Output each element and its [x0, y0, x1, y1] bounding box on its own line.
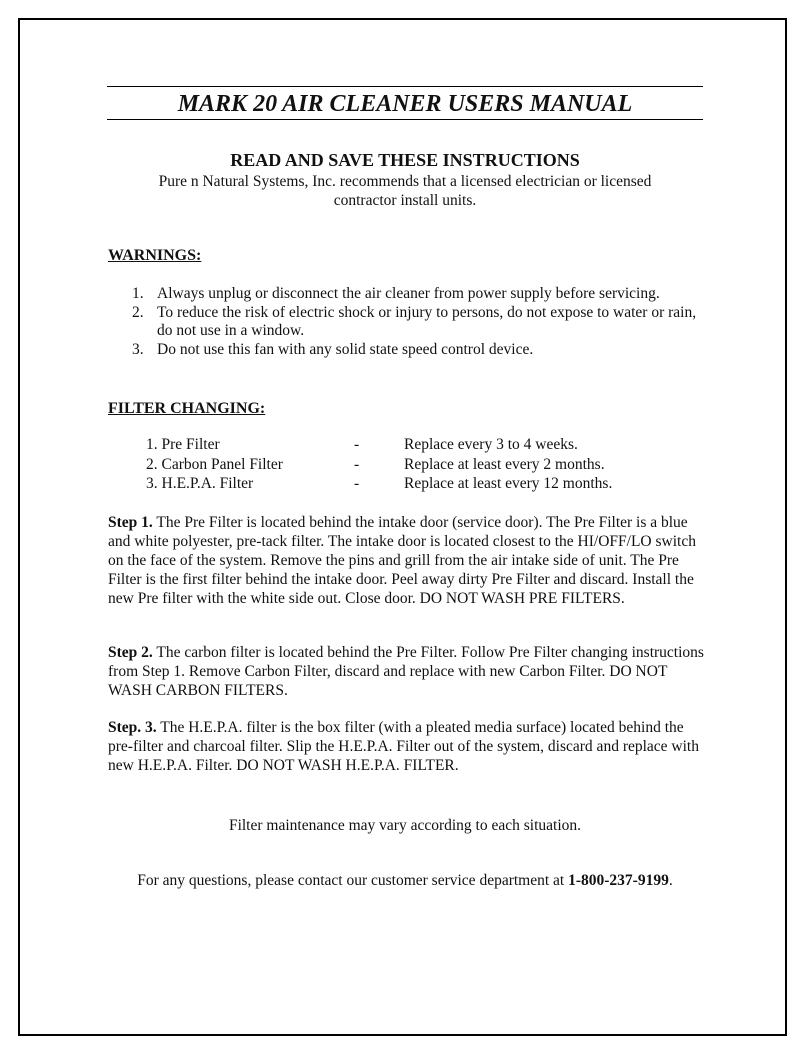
manual-page: [18, 18, 787, 1036]
step-label: Step 1.: [108, 514, 153, 531]
phone-number: 1-800-237-9199: [568, 872, 669, 889]
page-title: MARK 20 AIR CLEANER USERS MANUAL: [177, 91, 633, 117]
list-item: 1. Always unplug or disconnect the air cleaner from power supply before servicing.: [132, 285, 660, 302]
maintenance-note: Filter maintenance may vary according to each situation.: [228, 817, 582, 834]
step-label: Step. 3.: [108, 719, 157, 736]
step-1-paragraph: Step 1. The Pre Filter is located behind the intake door (service door). The Pre Filter is a blue and white polyester, pre-tack filter. The intake door is located closest to the HI/OFF/LO switch on the face of the system. Remove the pins and grill from the air intake side of unit. The Pre Filter is the first filter behind the intake door. Peel away dirty Pre Filter and discard. Install the new Pre filter with the white side out. Close door. DO NOT WASH PRE FILTERS.: [108, 514, 696, 607]
table-row: 1. Pre Filter - Replace every 3 to 4 weeks.: [146, 436, 578, 453]
warnings-heading: WARNINGS:: [108, 247, 202, 264]
installer-note: Pure n Natural Systems, Inc. recommends that a licensed electrician or licensed contractor install units.: [158, 173, 652, 209]
warnings-list: [108, 285, 704, 359]
title-top-rule: [107, 86, 703, 87]
step-2-paragraph: Step 2. The carbon filter is located behind the Pre Filter. Follow Pre Filter changing instructions from Step 1. Remove Carbon Filter, discard and replace with new Carbon Filter. DO NOT WASH CARBON FILTERS.: [108, 644, 704, 699]
table-row: 3. H.E.P.A. Filter - Replace at least every 12 months.: [146, 475, 613, 492]
list-item: 2. To reduce the risk of electric shock or injury to persons, do not expose to water or rain, do not use in a window.: [132, 303, 697, 339]
filter-schedule-table: [146, 435, 706, 494]
contact-line: For any questions, please contact our customer service department at 1-800-237-9199.: [137, 872, 673, 889]
filter-changing-heading: FILTER CHANGING:: [108, 400, 266, 417]
step-3-paragraph: Step. 3. The H.E.P.A. filter is the box filter (with a pleated media surface) located behind the pre-filter and charcoal filter. Slip the H.E.P.A. Filter out of the system, discard and replace with new H.E.P.A. Filter. DO NOT WASH H.E.P.A. FILTER.: [108, 719, 699, 774]
list-item: 3. Do not use this fan with any solid state speed control device.: [132, 340, 534, 358]
step-label: Step 2.: [108, 644, 153, 661]
instructions-heading: READ AND SAVE THESE INSTRUCTIONS: [230, 150, 580, 170]
title-bottom-rule: [107, 119, 703, 120]
table-row: 2. Carbon Panel Filter - Replace at least every 2 months.: [146, 455, 605, 473]
